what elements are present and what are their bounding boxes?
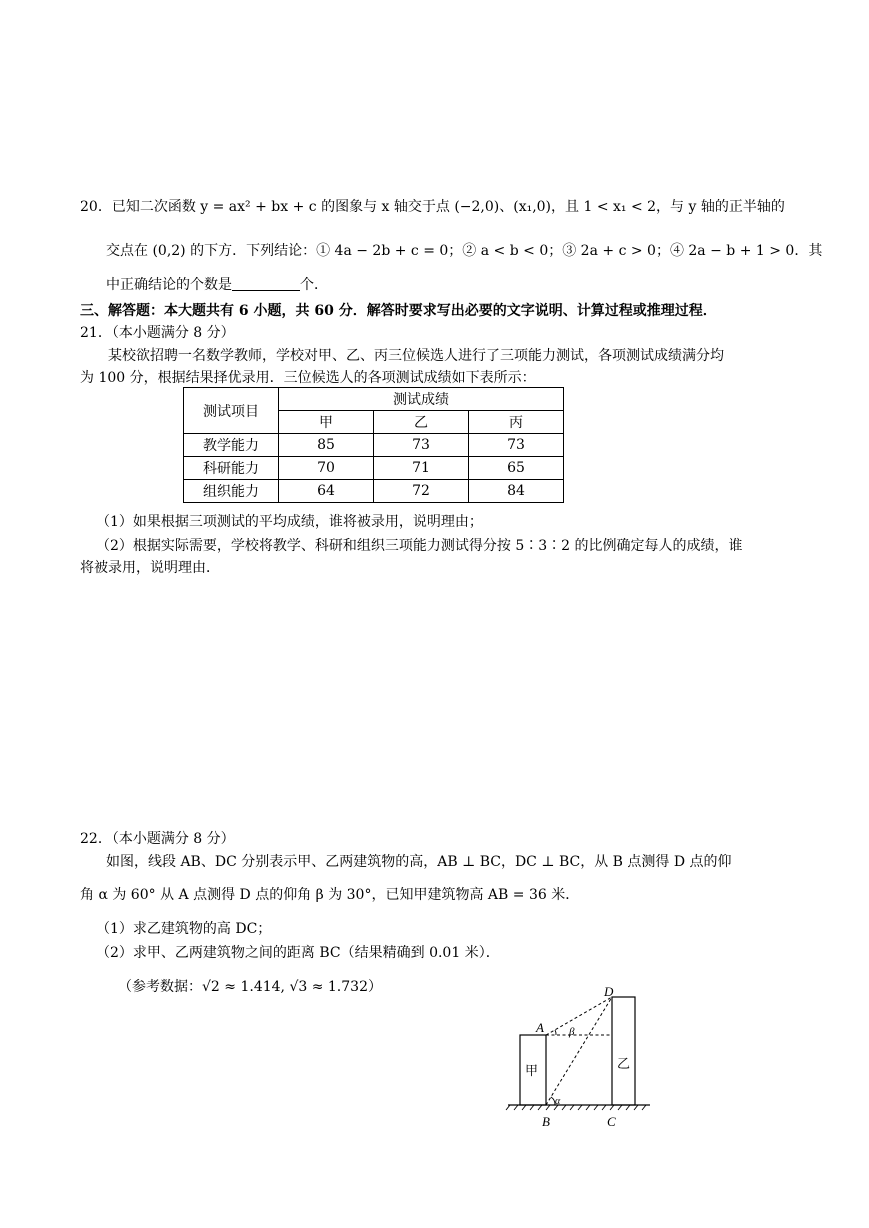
score-cell: 70 — [279, 457, 374, 480]
q22-line2: 角 α 为 60° 从 A 点测得 D 点的仰角 β 为 30°，已知甲建筑物高 AB = 36 米． — [80, 887, 580, 903]
score-cell: 73 — [469, 434, 564, 457]
answer-blank[interactable] — [232, 276, 300, 291]
q20-line3-suffix: 个． — [300, 277, 328, 293]
q22-reference-data: （参考数据：√2 ≈ 1.414, √3 ≈ 1.732） — [118, 979, 382, 995]
ground-hatching — [506, 1105, 646, 1110]
header-candidate-jia: 甲 — [279, 411, 374, 434]
q21-part2-line2: 将被录用，说明理由． — [80, 560, 220, 576]
score-cell: 64 — [279, 480, 374, 503]
label-C: C — [607, 1114, 616, 1129]
label-B: B — [542, 1114, 550, 1129]
q20-line2: 交点在 (0,2) 的下方．下列结论：① 4a − 2b + c = 0；② a < b < 0；③ 2a + c > 0；④ 2a − b + 1 > 0．其 — [106, 243, 823, 259]
table-row — [184, 480, 564, 503]
q21-header: 21．（本小题满分 8 分） — [80, 325, 235, 341]
label-D: D — [604, 984, 614, 999]
label-alpha: α — [555, 1096, 561, 1107]
label-beta: β — [569, 1026, 575, 1038]
q22-part2: （2）求甲、乙两建筑物之间的距离 BC（结果精确到 0.01 米）． — [96, 945, 500, 961]
header-candidate-yi: 乙 — [374, 411, 469, 434]
label-building-yi: 乙 — [617, 1056, 631, 1071]
q22-part1: （1）求乙建筑物的高 DC； — [96, 921, 272, 937]
label-A: A — [536, 1020, 544, 1035]
section-3-heading: 三、解答题：本大题共有 6 小题，共 60 分．解答时要求写出必要的文字说明、计算过程或推理过程． — [80, 303, 717, 319]
q21-part1: （1）如果根据三项测试的平均成绩，谁将被录用，说明理由； — [96, 514, 483, 530]
row-label: 科研能力 — [184, 457, 279, 480]
label-building-jia: 甲 — [525, 1063, 539, 1078]
q20-line1: 20．已知二次函数 y = ax² + bx + c 的图象与 x 轴交于点 (−2,0)、(x₁,0)，且 1 < x₁ < 2，与 y 轴的正半轴的 — [80, 199, 785, 215]
score-cell: 84 — [469, 480, 564, 503]
sight-line-BD — [546, 997, 612, 1105]
table-row — [184, 457, 564, 480]
sight-line-AD — [546, 997, 612, 1035]
q21-part2-line1: （2）根据实际需要，学校将教学、科研和组织三项能力测试得分按 5∶3∶2 的比例确定每人的成绩，谁 — [96, 538, 743, 554]
q21-intro-line2: 为 100 分，根据结果择优录用．三位候选人的各项测试成绩如下表所示： — [80, 370, 536, 386]
angle-beta-arc — [555, 1030, 556, 1035]
buildings-figure — [500, 980, 660, 1130]
score-cell: 73 — [374, 434, 469, 457]
header-test-item: 测试项目 — [184, 388, 279, 434]
score-cell: 72 — [374, 480, 469, 503]
table-row — [184, 434, 564, 457]
score-cell: 85 — [279, 434, 374, 457]
q21-intro-line1: 某校欲招聘一名数学教师，学校对甲、乙、丙三位候选人进行了三项能力测试，各项测试成绩满分均 — [108, 348, 724, 364]
score-cell: 65 — [469, 457, 564, 480]
row-label: 组织能力 — [184, 480, 279, 503]
score-cell: 71 — [374, 457, 469, 480]
q22-line1: 如图，线段 AB、DC 分别表示甲、乙两建筑物的高，AB ⊥ BC，DC ⊥ BC，从 B 点测得 D 点的仰 — [106, 854, 732, 870]
table-header-row — [184, 388, 564, 411]
q20-line3 — [106, 274, 328, 294]
header-test-scores: 测试成绩 — [279, 388, 564, 411]
header-candidate-bing: 丙 — [469, 411, 564, 434]
q22-header: 22．（本小题满分 8 分） — [80, 831, 235, 847]
building-yi — [612, 997, 635, 1105]
q20-line3-prefix: 中正确结论的个数是 — [106, 277, 232, 293]
row-label: 教学能力 — [184, 434, 279, 457]
score-table — [183, 387, 564, 503]
